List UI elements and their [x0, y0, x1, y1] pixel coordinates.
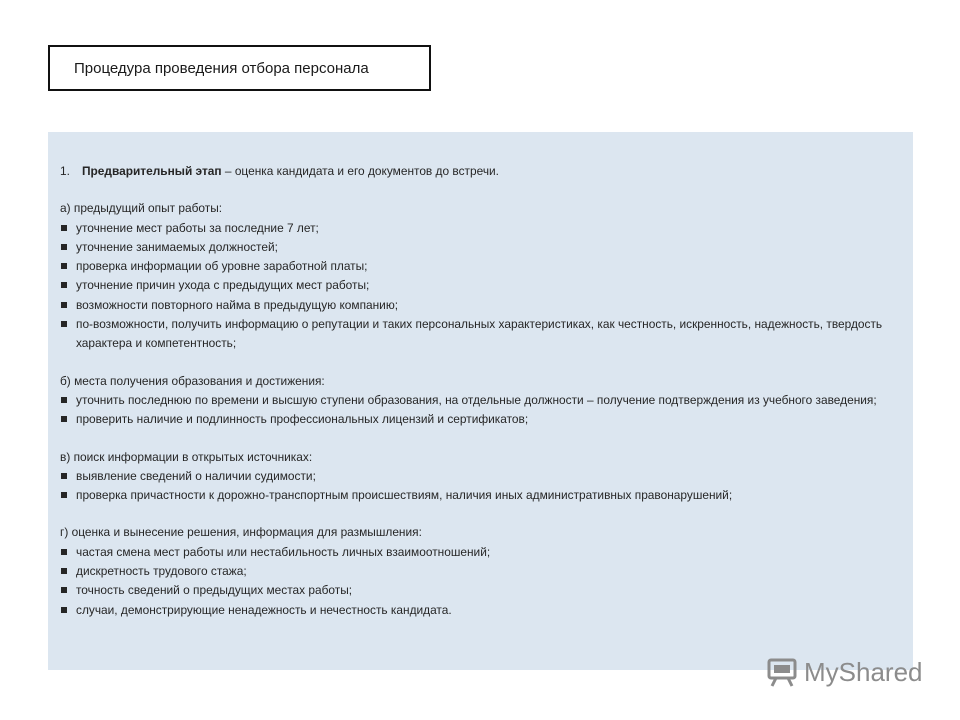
square-bullet-icon [61, 587, 67, 593]
square-bullet-icon [61, 225, 67, 231]
section-open-sources [60, 448, 901, 506]
stage-heading [60, 162, 901, 181]
square-bullet-icon [61, 282, 67, 288]
watermark-text: MyShared [804, 656, 923, 687]
list-item [60, 410, 901, 429]
square-bullet-icon [61, 549, 67, 555]
list-item-text: по-возможности, получить информацию о репутации и таких персональных характеристиках, как честность, искренность, надежность, твердость характера и компетентность; [76, 317, 883, 351]
list-item [60, 296, 901, 315]
section-heading: в) поиск информации в открытых источниках: [60, 449, 313, 464]
section-heading: г) оценка и вынесение решения, информация для размышления: [60, 525, 422, 540]
section-heading: б) места получения образования и достижения: [60, 373, 325, 388]
square-bullet-icon [61, 416, 67, 422]
list-item-text: проверить наличие и подлинность профессиональных лицензий и сертификатов; [76, 412, 529, 427]
list-item [60, 315, 901, 354]
list-item-text: проверка информации об уровне заработной платы; [76, 259, 368, 274]
list-item-text: проверка причастности к дорожно-транспортным происшествиям, наличия иных административных правонарушений; [76, 488, 733, 503]
list-item [60, 543, 901, 562]
bullet-list [60, 219, 901, 354]
list-item-text: уточнить последнюю по времени и высшую ступени образования, на отдельные должности – получение подтверждения из учебного заведения; [76, 392, 877, 407]
list-item-text: уточнение занимаемых должностей; [76, 239, 278, 254]
square-bullet-icon [61, 607, 67, 613]
section-work-experience [60, 199, 901, 353]
list-item [60, 391, 901, 410]
section-heading: а) предыдущий опыт работы: [60, 201, 223, 216]
list-item-text: дискретность трудового стажа; [76, 564, 247, 579]
stage-description: – оценка кандидата и его документов до встречи. [221, 164, 499, 178]
stage-number: 1. [60, 164, 70, 178]
square-bullet-icon [61, 492, 67, 498]
myshared-watermark [766, 656, 923, 688]
square-bullet-icon [61, 321, 67, 327]
square-bullet-icon [61, 397, 67, 403]
list-item-text: выявление сведений о наличии судимости; [76, 468, 316, 483]
list-item-text: частая смена мест работы или нестабильность личных взаимоотношений; [76, 544, 491, 559]
bullet-list [60, 543, 901, 620]
list-item-text: уточнение мест работы за последние 7 лет; [76, 220, 319, 235]
list-item [60, 257, 901, 276]
section-education [60, 372, 901, 430]
bullet-list [60, 391, 901, 430]
section-evaluation [60, 523, 901, 619]
square-bullet-icon [61, 473, 67, 479]
list-item-text: случаи, демонстрирующие ненадежность и нечестность кандидата. [76, 602, 452, 617]
square-bullet-icon [61, 302, 67, 308]
list-item [60, 581, 901, 600]
list-item-text: уточнение причин ухода с предыдущих мест работы; [76, 278, 370, 293]
content-panel [48, 132, 913, 670]
list-item-text: точность сведений о предыдущих местах работы; [76, 583, 353, 598]
list-item [60, 486, 901, 505]
square-bullet-icon [61, 568, 67, 574]
square-bullet-icon [61, 244, 67, 250]
list-item [60, 467, 901, 486]
bullet-list [60, 467, 901, 506]
list-item [60, 562, 901, 581]
slide-title-text: Процедура проведения отбора персонала [74, 59, 369, 77]
square-bullet-icon [61, 263, 67, 269]
list-item [60, 238, 901, 257]
stage-name: Предварительный этап [82, 164, 222, 178]
slide-title [48, 45, 431, 91]
list-item [60, 276, 901, 295]
list-item [60, 601, 901, 620]
presentation-board-icon [766, 656, 798, 688]
list-item-text: возможности повторного найма в предыдущую компанию; [76, 297, 399, 312]
list-item [60, 219, 901, 238]
